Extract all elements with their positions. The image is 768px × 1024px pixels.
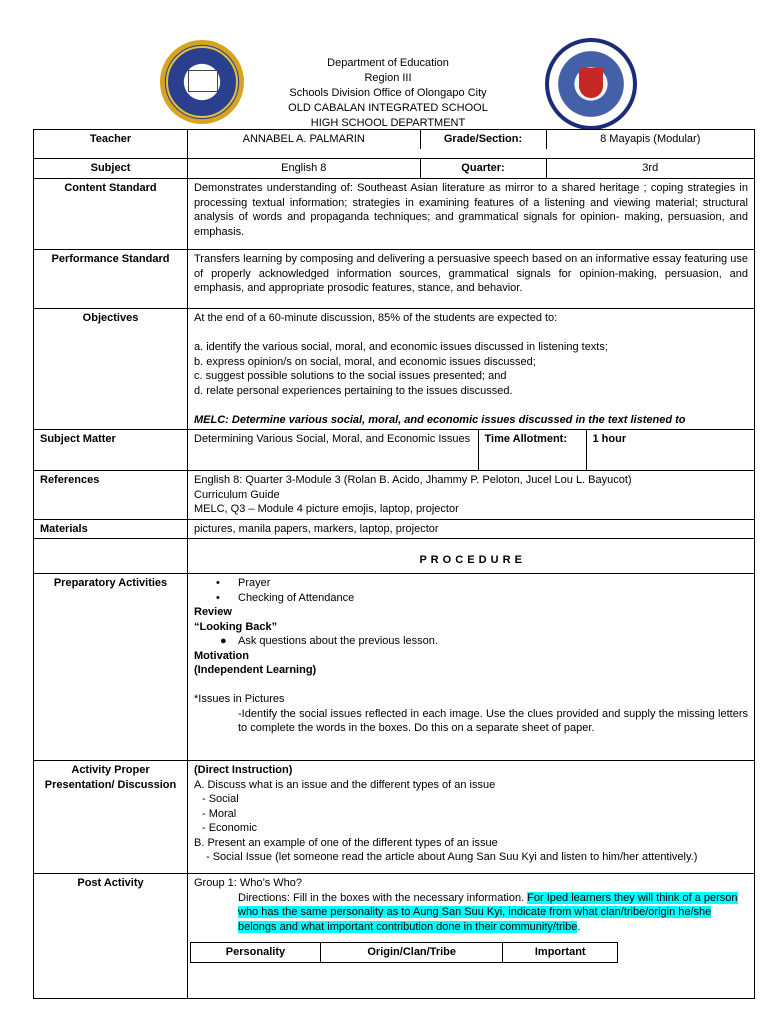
iped-highlight: For Iped learners they will think of a person who has the same personality as to Aung San Suu Kyi, indicate from what clan/tribe/origin he/she belongs and what important contribution done in their community/tribe [238, 891, 738, 933]
header-line-deped: Department of Education [327, 57, 449, 69]
direct-instruction-heading: (Direct Instruction) [194, 764, 293, 776]
activity-label: Activity Proper Presentation/ Discussion [34, 761, 188, 874]
review-heading: Review [194, 606, 232, 618]
header-line-region: Region III [364, 72, 412, 84]
group-heading: Group 1: Who’s Who? [194, 877, 303, 889]
column-personality: Personality [191, 943, 321, 963]
procedure-title: P R O C E D U R E [188, 539, 755, 574]
content-standard-row [34, 179, 755, 250]
post-activity-label: Post Activity [34, 874, 188, 999]
directions-text: Directions: Fill in the boxes with the necessary information. [238, 891, 525, 904]
performance-standard-text: Transfers learning by composing and delivering a persuasive speech based on an informative essay featuring use of properly acknowledged information sources, grammatical signals for opinion-making, persuasion, and emphasis, and appropriate prosodic features, stance, and behavior. [188, 250, 755, 309]
school-seal-logo [160, 40, 244, 124]
header-text [248, 56, 528, 131]
subject-value: English 8 [281, 162, 327, 174]
social-issue-text: - Social Issue (let someone read the article about Aung San Suu Kyi and listen to him/her attentively.) [206, 851, 698, 863]
list-item: • Prayer [216, 577, 271, 589]
melc-text: MELC: Determine various social, moral, and economic issues discussed in the text listened to [194, 413, 686, 426]
reference-line-1: English 8: Quarter 3-Module 3 (Rolan B. Acido, Jhammy P. Peloton, Jucel Lou L. Bayucot) [194, 474, 632, 486]
quarter-label: Quarter: [420, 159, 546, 178]
independent-learning-heading: (Independent Learning) [194, 664, 317, 676]
preparatory-label: Preparatory Activities [34, 574, 188, 761]
opening-list [194, 576, 748, 605]
issues-instruction: -Identify the social issues reflected in each image. Use the clues provided and supply the missing letters to complete the words in the boxes. Do this on a separate sheet of paper. [238, 707, 748, 734]
performance-standard-row [34, 250, 755, 309]
grade-label: Grade/Section: [420, 130, 546, 149]
whos-who-table [190, 942, 618, 963]
objectives-row [34, 309, 755, 430]
preparatory-row [34, 574, 755, 761]
issue-type-social: - Social [202, 793, 239, 805]
subject-row [34, 159, 755, 179]
subject-matter-text: Determining Various Social, Moral, and Economic Issues [194, 433, 471, 445]
teacher-row [34, 130, 755, 159]
teacher-value: ANNABEL A. PALMARIN [242, 133, 365, 145]
post-activity-row [34, 874, 755, 999]
references-row [34, 471, 755, 520]
header-line-division: Schools Division Office of Olongapo City [289, 87, 487, 99]
activity-row [34, 761, 755, 874]
references-label: References [34, 471, 188, 520]
objective-c: c. suggest possible solutions to the social issues presented; and [194, 370, 507, 382]
materials-text: pictures, manila papers, markers, laptop, projector [188, 519, 755, 539]
header-line-department: HIGH SCHOOL DEPARTMENT [310, 117, 466, 129]
document-header [0, 0, 768, 128]
grade-value: 8 Mayapis (Modular) [546, 130, 754, 149]
objective-a: a. identify the various social, moral, and economic issues discussed in listening texts; [194, 341, 608, 353]
content-standard-label: Content Standard [34, 179, 188, 250]
subject-label: Subject [34, 159, 188, 179]
objectives-label: Objectives [34, 309, 188, 430]
header-line-school: OLD CABALAN INTEGRATED SCHOOL [288, 102, 488, 114]
materials-label: Materials [34, 519, 188, 539]
teacher-label: Teacher [34, 130, 188, 159]
materials-row [34, 519, 755, 539]
column-origin: Origin/Clan/Tribe [320, 943, 503, 963]
post-directions: Directions: Fill in the boxes with the necessary information. For Iped learners they will think of a person who has the same personality as to Aung San Suu Kyi, indicate from what clan/tribe/origin he/she belongs and what important contribution done in their community/tribe. [238, 891, 738, 933]
issue-type-moral: - Moral [202, 807, 237, 820]
issue-type-economic: - Economic [202, 822, 258, 834]
content-standard-text: Demonstrates understanding of: Southeast Asian literature as mirror to a shared heritage ; coping strategies in processing textual information; strategies in examining features of a listening and viewing material; structural analysis of words and propaganda techniques; and grammatical signals for opinion- making, persuasion, and emphasis. [188, 179, 755, 250]
looking-back-heading: “Looking Back” [194, 620, 278, 633]
objective-b: b. express opinion/s on social, moral, and economic issues discussed; [194, 355, 536, 368]
quarter-value: 3rd [546, 159, 754, 178]
motivation-heading: Motivation [194, 649, 249, 662]
list-item: • Checking of Attendance [216, 591, 355, 604]
time-allotment-value: 1 hour [586, 430, 754, 470]
subject-matter-label: Subject Matter [34, 430, 188, 471]
objective-d: d. relate personal experiences pertaining to the issues discussed. [194, 384, 513, 397]
issues-in-pictures: *Issues in Pictures [194, 693, 285, 705]
list-item: ● Ask questions about the previous lesson. [220, 635, 438, 647]
column-important: Important [503, 943, 618, 963]
lesson-plan-table [33, 129, 755, 999]
reference-line-2: Curriculum Guide [194, 488, 280, 501]
objectives-intro: At the end of a 60-minute discussion, 85% of the students are expected to: [194, 312, 558, 324]
reference-line-3: MELC, Q3 – Module 4 picture emojis, laptop, projector [194, 503, 459, 515]
performance-standard-label: Performance Standard [34, 250, 188, 309]
procedure-row [34, 539, 755, 574]
deped-seal-logo [545, 38, 637, 130]
activity-b: B. Present an example of one of the different types of an issue [194, 836, 498, 849]
time-allotment-label: Time Allotment: [478, 430, 586, 470]
activity-a: A. Discuss what is an issue and the different types of an issue [194, 778, 496, 791]
subject-matter-row [34, 430, 755, 471]
